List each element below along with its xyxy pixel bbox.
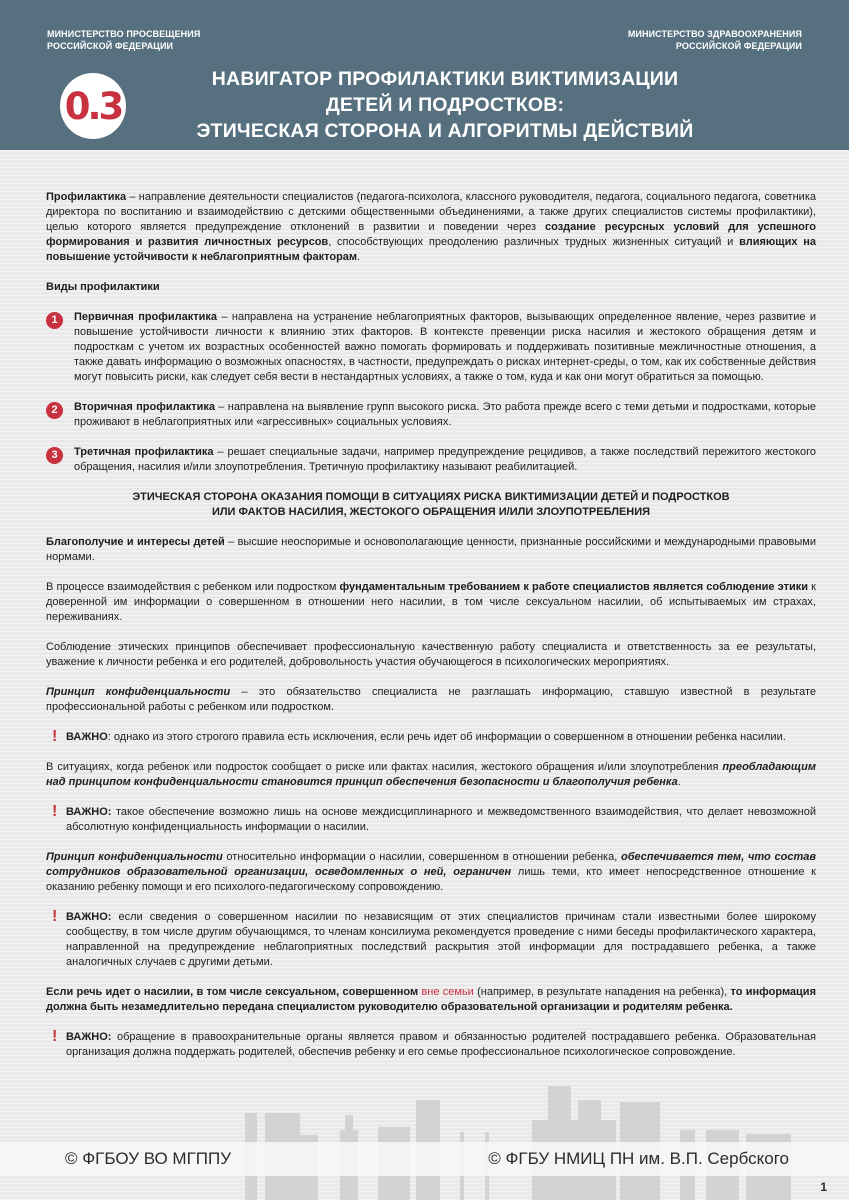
important-label: ВАЖНО [66, 731, 108, 743]
ethics-title-line-1: ЭТИЧЕСКАЯ СТОРОНА ОКАЗАНИЯ ПОМОЩИ В СИТУАЦИЯХ РИСКА ВИКТИМИЗАЦИИ ДЕТЕЙ И ПОДРОСТКОВ [132, 491, 730, 503]
exclamation-icon: ! [52, 803, 58, 820]
prevention-type-text: – направлена на устранение неблагоприятных факторов, вызывающих определенное явление, через развитие и повышение устойчивости личности к влиянию этих факторов. В контексте превенции риска насилия и жестокого обращения детям и подросткам с учетом их возрастных особенностей важно помогать формировать и поддерживать позитивные межличностные отношения, а также давать информацию о возможных опасностях, в частности, предупреждать о рисках интернет-среды, о том, как их собственные действия могут повысить риски, как следует себя вести в нестандартных условиях, а также о том, куда и как они могут обратиться за помощью. [74, 311, 816, 383]
important-note [46, 730, 816, 745]
types-heading: Виды профилактики [46, 281, 160, 293]
ministry-health-line2: РОССИЙСКОЙ ФЕДЕРАЦИИ [675, 41, 802, 51]
paragraph-text: (например, в результате нападения на ребенка), [473, 986, 731, 998]
important-label: ВАЖНО: [66, 1031, 112, 1043]
confidentiality-scope-paragraph [46, 850, 816, 895]
exclamation-icon: ! [52, 1028, 58, 1045]
paragraph-text: – высшие неоспоримые и основополагающие ценности, признанные российскими и международными правовыми нормами. [46, 536, 816, 563]
important-note [46, 805, 816, 835]
prevention-type-term: Вторичная профилактика [74, 401, 215, 413]
title-line-2: ДЕТЕЙ И ПОДРОСТКОВ: [325, 94, 565, 116]
ethics-title-line-2: ИЛИ ФАКТОВ НАСИЛИЯ, ЖЕСТОКОГО ОБРАЩЕНИЯ И/ИЛИ ЗЛОУПОТРЕБЛЕНИЯ [211, 506, 651, 518]
prevention-type-item [46, 400, 816, 430]
ethics-requirement-paragraph [46, 580, 816, 625]
number-2-icon: 2 [46, 402, 63, 419]
intro-text: . [357, 251, 361, 263]
ministry-health-line1: МИНИСТЕРСТВО ЗДРАВООХРАНЕНИЯ [627, 29, 802, 39]
skyline-decoration [0, 1080, 849, 1200]
exclamation-icon: ! [52, 728, 58, 745]
important-text: : однако из этого строгого правила есть исключения, если речь идет об информации о совершенном в отношении ребенка насилии. [107, 731, 786, 743]
intro-term: Профилактика [46, 191, 127, 203]
main-content [46, 190, 816, 1075]
section-number-badge [60, 73, 126, 139]
ethics-principles-paragraph [46, 640, 816, 670]
prevention-type-text: – решает специальные задачи, например предупреждение рецидивов, а также последствий пережитого жестокого обращения, насилия и/или злоупотребления. Третичную профилактику называют реабилитацией. [74, 446, 816, 473]
confidentiality-paragraph [46, 685, 816, 715]
important-text: если сведения о совершенном насилии по независящим от этих специалистов причинам стали известными более широкому сообществу, в том числе другим обучающимся, то членам консилиума рекомендуется проведение с ними беседы профилактического характера, направленной на предупреждение неблагоприятных последствий раскрытия этой информации для пострадавшего ребенка, а также аналогичных случаев с другими детьми. [66, 911, 816, 968]
intro-text: , способствующих преодолению различных трудных жизненных ситуаций и [328, 236, 740, 248]
ministry-education-line2: РОССИЙСКОЙ ФЕДЕРАЦИИ [47, 41, 174, 51]
page-header [0, 0, 849, 150]
paragraph-text: Соблюдение этических принципов обеспечивает профессиональную качественную работу специалиста и ответственность за ее результаты, уважение к личности ребенка и его родителей, добровольность участия обучающегося в психологических мероприятиях. [46, 641, 816, 668]
important-note [46, 910, 816, 970]
paragraph-text: В процессе взаимодействия с ребенком или подростком [46, 581, 340, 593]
exclamation-icon: ! [52, 908, 58, 925]
title-line-3: ЭТИЧЕСКАЯ СТОРОНА И АЛГОРИТМЫ ДЕЙСТВИЙ [196, 120, 694, 142]
important-label: ВАЖНО: [66, 911, 112, 923]
ministry-education-line1: МИНИСТЕРСТВО ПРОСВЕЩЕНИЯ [47, 29, 201, 39]
safety-priority-paragraph [46, 760, 816, 790]
bold-italic-text: обеспечивается тем, что состав сотрудников образовательной организации, осведомленных о ней, ограничен [46, 851, 816, 878]
number-1-icon: 1 [46, 312, 63, 329]
ethics-section-title [46, 490, 816, 520]
bold-text: то информация должна быть незамедлительно передана специалистом руководителю образовательной организации и родителям ребенка. [46, 986, 816, 1013]
paragraph-text: лишь теми, кто имеет непосредственное отношение к оказанию ребенку помощи и его психолого-педагогическому сопровождению. [46, 866, 816, 893]
paragraph-text: к доверенной им информации о совершенном в отношении него насилии, в том числе сексуальном насилии, об испытываемых им страхах, переживаниях. [46, 581, 816, 623]
page-title [160, 66, 730, 144]
important-label: ВАЖНО: [66, 806, 112, 818]
bold-italic-text: Принцип конфиденциальности [46, 851, 223, 863]
prevention-type-term: Первичная профилактика [74, 311, 218, 323]
bold-italic-text: преобладающим над принципом конфиденциальности становится принцип обеспечения безопасности и благополучия ребенка [46, 761, 816, 788]
prevention-type-text: – направлена на выявление групп высокого риска. Это работа прежде всего с теми детьми и подростками, которые проживают в неблагоприятных или «агрессивных» социальных условиях. [74, 401, 817, 428]
bold-text: фундаментальным требованием к работе специалистов является соблюдение этики [339, 581, 809, 593]
highlighted-text: вне семьи [421, 986, 474, 998]
paragraph-text: относительно информации о насилии, совершенном в отношении ребенка, [222, 851, 621, 863]
paragraph-text: – это обязательство специалиста не разглашать информацию, ставшую известной в результате профессиональной работы с ребенком или подростком. [46, 686, 817, 713]
bold-text: Если речь идет о насилии, в том числе сексуальном, совершенном [46, 986, 422, 998]
wellbeing-paragraph [46, 535, 816, 565]
number-3-icon: 3 [46, 447, 63, 464]
important-text: обращение в правоохранительные органы является правом и обязанностью родителей пострадавшего ребенка. Образовательная организация должна поддержать родителей, обеспечив ребенку и его семье профессиональное психологическое сопровождение. [66, 1031, 816, 1058]
paragraph-text: . [677, 776, 681, 788]
prevention-type-item [46, 445, 816, 475]
page-number: 1 [820, 1180, 827, 1194]
footer-copyright-left: © ФГБОУ ВО МГППУ [65, 1149, 232, 1168]
intro-text: – направление деятельности специалистов (педагога-психолога, классного руководителя, педагога, социального педагога, советника директора по воспитанию и взаимодействию с детскими общественными объединениями, а также других специалистов системы профилактики), целью которого является предупреждение отклонений в развитии и поведении через [46, 191, 816, 233]
intro-bold-text: влияющих на повышение устойчивости к неблагоприятным факторам [46, 236, 816, 263]
title-line-1: НАВИГАТОР ПРОФИЛАКТИКИ ВИКТИМИЗАЦИИ [211, 68, 679, 90]
ministry-education [47, 28, 200, 52]
intro-paragraph [46, 190, 816, 265]
prevention-type-term: Третичная профилактика [74, 446, 214, 458]
section-number: 0.3 [64, 84, 122, 128]
ministry-health [628, 28, 802, 52]
outside-family-paragraph [46, 985, 816, 1015]
prevention-type-item [46, 310, 816, 385]
bold-text: Благополучие и интересы детей [46, 536, 225, 548]
important-note [46, 1030, 816, 1060]
bold-italic-text: Принцип конфиденциальности [46, 686, 231, 698]
footer-copyright-right: © ФГБУ НМИЦ ПН им. В.П. Сербского [488, 1149, 789, 1168]
intro-bold-text: создание ресурсных условий для успешного формирования и развития личностных ресурсов [46, 221, 816, 248]
important-text: такое обеспечение возможно лишь на основе междисциплинарного и межведомственного взаимодействия, что делает невозможной абсолютную конфиденциальность информации о насилии. [66, 806, 816, 833]
paragraph-text: В ситуациях, когда ребенок или подросток сообщает о риске или фактах насилия, жестокого обращения и/или злоупотребления [46, 761, 723, 773]
